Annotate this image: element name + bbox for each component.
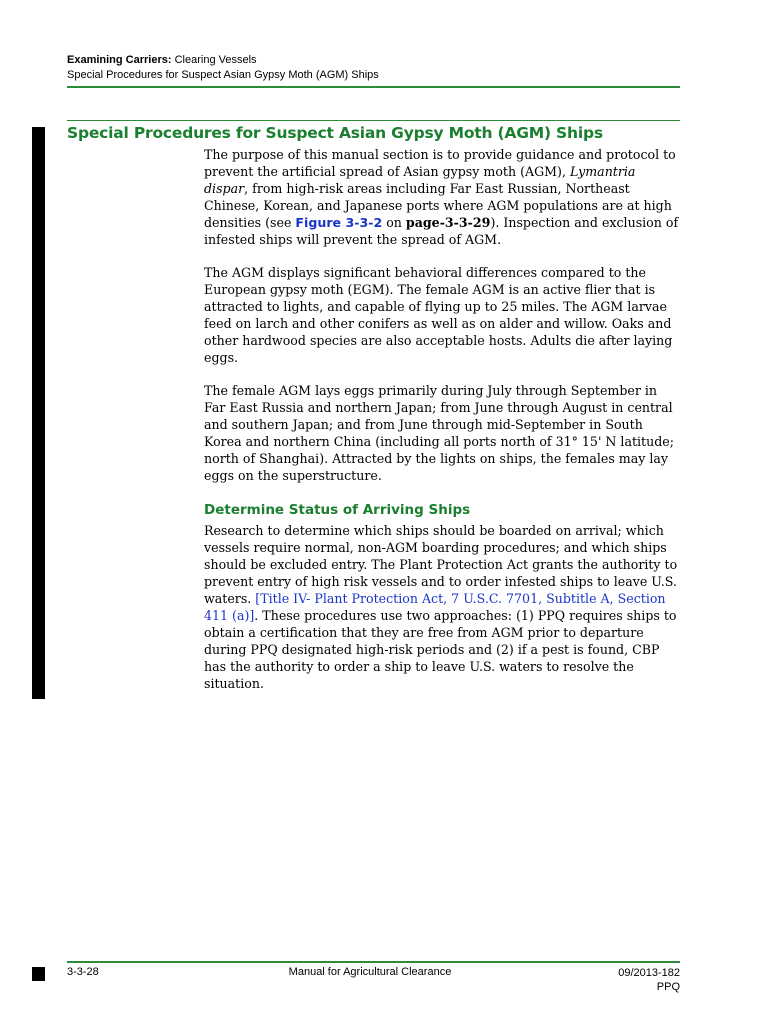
page-reference: page-3-3-29	[405, 215, 491, 230]
footer-right	[618, 966, 680, 994]
running-head	[67, 53, 379, 83]
footer-change-mark	[32, 967, 45, 981]
species-name: Lymantria dispar	[204, 164, 636, 196]
main-content	[204, 146, 682, 708]
section-divider	[67, 120, 680, 121]
section-subtitle: Special Procedures for Suspect Asian Gypsy Moth (AGM) Ships	[67, 69, 379, 81]
manual-title: Manual for Agricultural Clearance	[288, 966, 452, 978]
section-title: Special Procedures for Suspect Asian Gypsy Moth (AGM) Ships	[67, 124, 603, 142]
paragraph-status	[204, 522, 682, 692]
paragraph-behavior: The AGM displays significant behavioral differences compared to the European gypsy moth (EGM). The female AGM is an active flier that is attracted to lights, and capable of flying up to 25 miles. The AGM larvae feed on larch and other conifers as well as on alder and willow. Oaks and other hardwood species are also acceptable hosts. Adults die after laying eggs.	[204, 265, 673, 365]
text-run: ). Inspection and exclusion of infested ships will prevent the spread of AGM.	[204, 215, 679, 247]
subsection-title: Determine Status of Arriving Ships	[204, 502, 471, 518]
page-number: 3-3-28	[67, 966, 99, 978]
text-run: The purpose of this manual section is to provide guidance and protocol to prevent the artificial spread of Asian gypsy moth (AGM),	[204, 147, 676, 179]
chapter-label: Examining Carriers:	[67, 54, 172, 66]
legal-citation-link[interactable]: [Title IV- Plant Protection Act, 7 U.S.C. 7701, Subtitle A, Section 411 (a)]	[204, 591, 666, 623]
change-bar	[32, 127, 45, 699]
paragraph-egg-laying: The female AGM lays eggs primarily during July through September in Far East Russia and northern Japan; from June through August in central and southern Japan; and from June through mid-September in South Korea and northern China (including all ports north of 31° 15' N latitude; north of Shanghai). Attracted by the lights on ships, the females may lay eggs on the superstructure.	[204, 383, 674, 483]
text-run: . These procedures use two approaches: (1) PPQ requires ships to obtain a certification that they are free from AGM prior to departure during PPQ designated high-risk periods and (2) if a pest is found, CBP has the authority to order a ship to leave U.S. waters to resolve the situation.	[204, 608, 677, 691]
text-run: on	[382, 215, 406, 230]
chapter-topic: Clearing Vessels	[171, 54, 257, 66]
organization: PPQ	[656, 981, 680, 993]
revision-date: 09/2013-182	[618, 967, 680, 979]
text-run: Research to determine which ships should be boarded on arrival; which vessels require normal, non-AGM boarding procedures; and which ships should be excluded entry. The Plant Protection Act grants the authority to prevent entry of high risk vessels and to order infested ships to leave U.S. waters.	[204, 523, 678, 606]
figure-link[interactable]: Figure 3-3-2	[295, 215, 383, 230]
footer-divider	[67, 961, 680, 963]
text-run: , from high-risk areas including Far East Russian, Northeast Chinese, Korean, and Japanese ports where AGM populations are at high densities (see	[204, 181, 672, 230]
chapter-line	[67, 53, 379, 68]
header-divider	[67, 86, 680, 88]
paragraph-purpose	[204, 146, 682, 248]
